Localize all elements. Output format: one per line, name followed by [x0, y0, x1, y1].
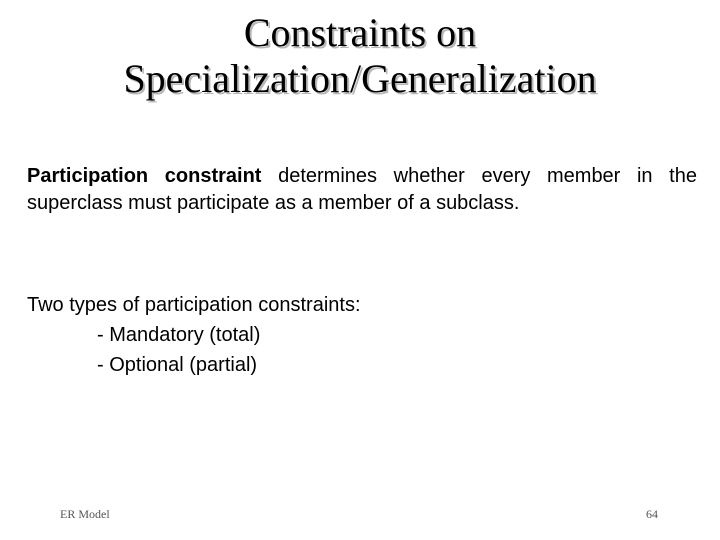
slide-title [0, 10, 720, 102]
definition-paragraph [27, 163, 697, 217]
footer-label: ER Model [60, 507, 110, 521]
term-participation-constraint: Participation constraint [27, 165, 262, 187]
definition-text: determines whether every member in the superclass must participate as a member of a subclass. [27, 165, 697, 214]
types-paragraph [27, 290, 697, 380]
page-number: 64 [646, 507, 658, 521]
title-line-2: Specialization/Generalization [123, 56, 597, 101]
types-intro: Two types of participation constraints: [27, 294, 361, 316]
type-item-optional: - Optional (partial) [97, 354, 258, 376]
title-line-1: Constraints on [243, 10, 477, 55]
type-item-mandatory: - Mandatory (total) [97, 324, 261, 346]
